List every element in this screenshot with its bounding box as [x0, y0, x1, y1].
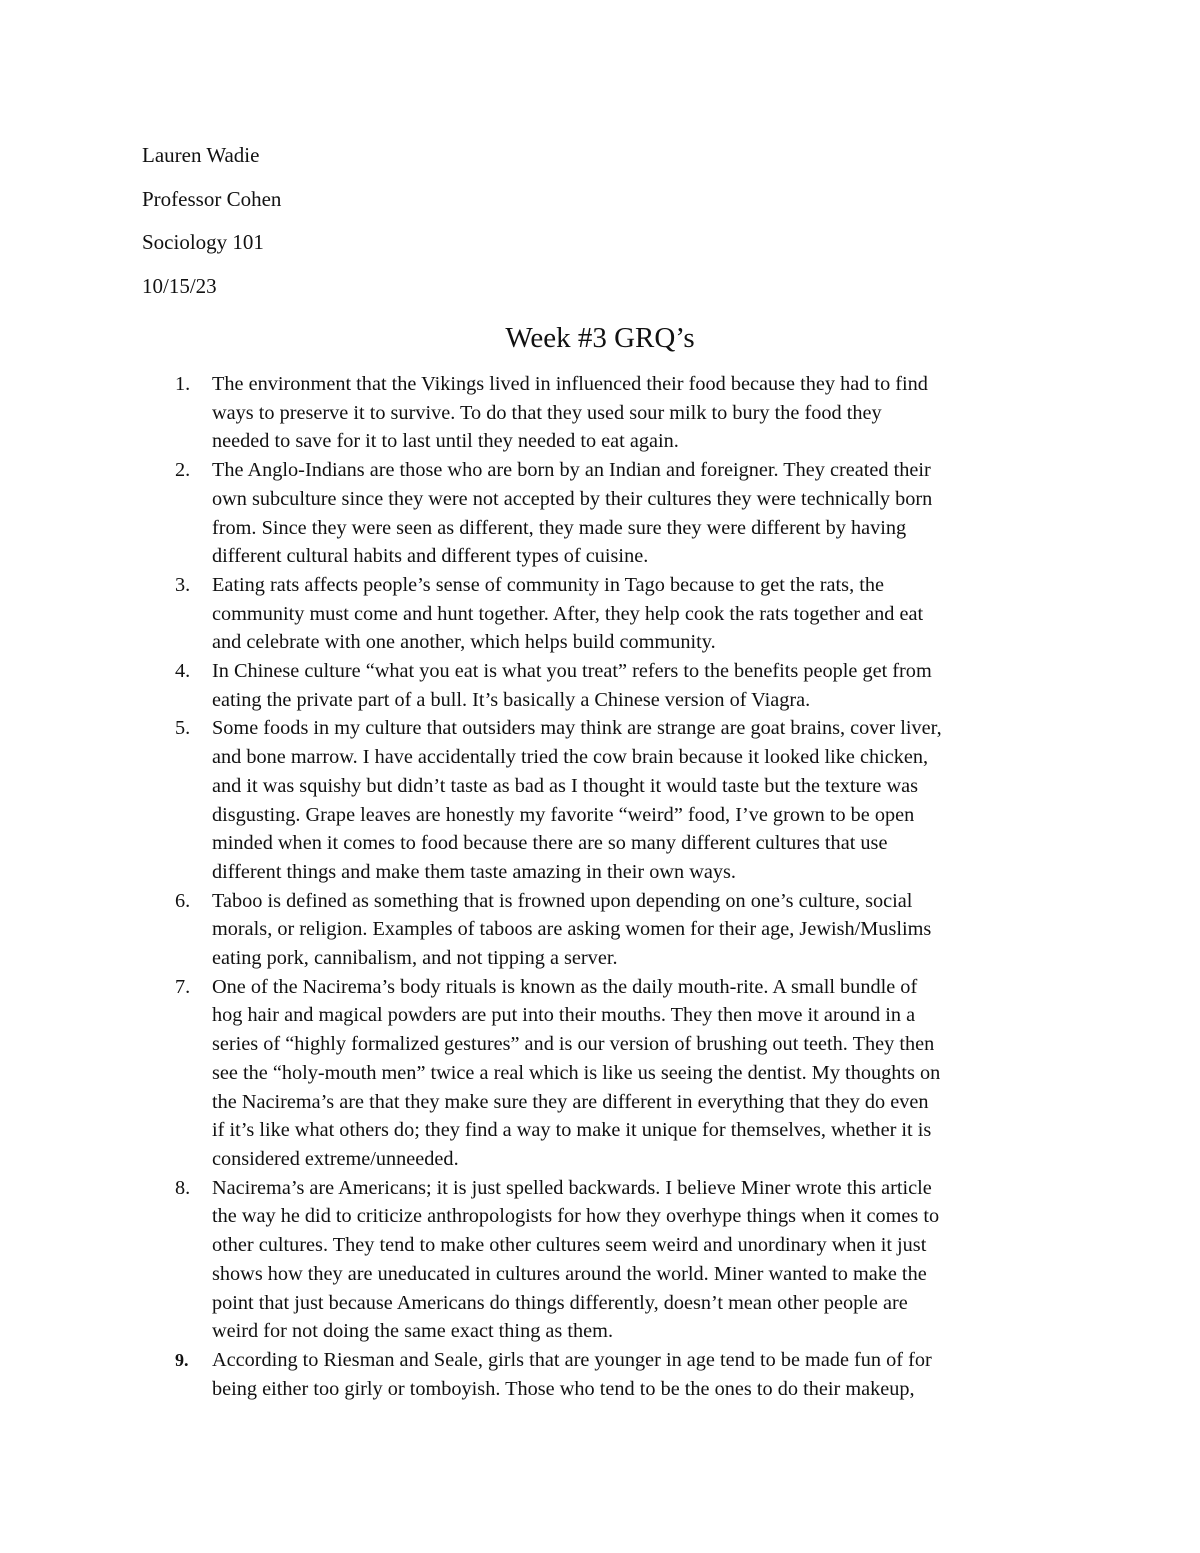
answer-line: different things and make them taste amazing in their own ways. [212, 860, 736, 883]
answer-line: from. Since they were seen as different, they made sure they were different by having [212, 516, 907, 539]
answer-text [212, 714, 1065, 886]
answer-line: In Chinese culture “what you eat is what you treat” refers to the benefits people get from [212, 660, 932, 683]
answer-text [212, 1174, 1065, 1346]
answer-line: own subculture since they were not accepted by their cultures they were technically born [212, 487, 933, 510]
answer-number: 9. [175, 1349, 189, 1370]
answer-line: considered extreme/unneeded. [212, 1147, 459, 1170]
answer-line: shows how they are uneducated in cultures around the world. Miner wanted to make the [212, 1262, 927, 1285]
answer-item-2 [165, 456, 1065, 571]
student-name: Lauren Wadie [142, 143, 260, 167]
answer-line: The Anglo-Indians are those who are born by an Indian and foreigner. They created their [212, 459, 931, 482]
answer-number: 7. [175, 975, 191, 998]
answer-number: 4. [175, 660, 191, 683]
answer-text [212, 370, 1065, 456]
document-header [142, 141, 742, 315]
document-title: Week #3 GRQ’s [505, 322, 695, 354]
answer-line: weird for not doing the same exact thing as them. [212, 1320, 614, 1343]
answer-line: see the “holy-mouth men” twice a real which is like us seeing the dentist. My thoughts on [212, 1061, 941, 1084]
document-date: 10/15/23 [142, 273, 217, 298]
answer-line: series of “highly formalized gestures” and is our version of brushing out teeth. They then [212, 1033, 935, 1056]
answer-line: and it was squishy but didn’t taste as bad as I thought it would taste but the texture was [212, 774, 918, 797]
answer-line: other cultures. They tend to make other cultures seem weird and unordinary when it just [212, 1234, 927, 1257]
answer-text [212, 1346, 1065, 1403]
answer-line: and celebrate with one another, which helps build community. [212, 631, 716, 654]
answer-text [212, 973, 1065, 1174]
answer-line: ways to preserve it to survive. To do that they used sour milk to bury the food they [212, 401, 882, 424]
professor-name: Professor Cohen [142, 186, 282, 211]
answer-text [212, 456, 1065, 571]
answer-item-1 [165, 370, 1065, 456]
answer-item-8 [165, 1174, 1065, 1346]
answer-line: point that just because Americans do things differently, doesn’t mean other people are [212, 1291, 908, 1314]
answer-number: 2. [175, 459, 191, 482]
answer-item-6 [165, 887, 1065, 973]
answer-line: community must come and hunt together. After, they help cook the rats together and eat [212, 602, 924, 625]
answer-line: eating pork, cannibalism, and not tipping a server. [212, 947, 618, 970]
answer-line: minded when it comes to food because there are so many different cultures that use [212, 832, 888, 855]
answer-item-4 [165, 657, 1065, 714]
answer-line: the way he did to criticize anthropologists for how they overhype things when it comes to [212, 1205, 940, 1228]
answer-text [212, 657, 1065, 714]
answer-line: Nacirema’s are Americans; it is just spelled backwards. I believe Miner wrote this article [212, 1176, 932, 1199]
answer-line: different cultural habits and different types of cuisine. [212, 545, 649, 568]
answer-text [212, 887, 1065, 973]
answer-number: 1. [175, 373, 191, 395]
answer-list [165, 370, 1065, 1403]
answer-line: morals, or religion. Examples of taboos are asking women for their age, Jewish/Muslims [212, 918, 932, 941]
answer-number: 5. [175, 717, 191, 740]
answer-line: Taboo is defined as something that is frowned upon depending on one’s culture, social [212, 889, 913, 912]
answer-number: 6. [175, 889, 191, 912]
answer-line: hog hair and magical powders are put into their mouths. They then move it around in a [212, 1004, 916, 1027]
answer-line: the Nacirema’s are that they make sure they are different in everything that they do even [212, 1090, 929, 1113]
answer-line: One of the Nacirema’s body rituals is known as the daily mouth-rite. A small bundle of [212, 975, 918, 998]
answer-number: 3. [175, 573, 191, 596]
answer-line: and bone marrow. I have accidentally tried the cow brain because it looked like chicken, [212, 746, 929, 769]
answer-item-7 [165, 973, 1065, 1174]
answer-line: Some foods in my culture that outsiders may think are strange are goat brains, cover liver, [212, 717, 942, 740]
answer-line: if it’s like what others do; they find a way to make it unique for themselves, whether it is [212, 1119, 932, 1142]
course-name: Sociology 101 [142, 230, 264, 254]
answer-line: disgusting. Grape leaves are honestly my favorite “weird” food, I’ve grown to be open [212, 803, 915, 826]
answer-item-3 [165, 571, 1065, 657]
answer-number: 8. [175, 1176, 191, 1199]
answer-text [212, 571, 1065, 657]
answer-item-5 [165, 714, 1065, 886]
answer-line: According to Riesman and Seale, girls that are younger in age tend to be made fun of for [212, 1348, 932, 1371]
answer-line: eating the private part of a bull. It’s basically a Chinese version of Viagra. [212, 688, 811, 711]
answer-line: needed to save for it to last until they needed to eat again. [212, 430, 679, 453]
answer-item-9 [165, 1346, 1065, 1403]
answer-line: Eating rats affects people’s sense of community in Tago because to get the rats, the [212, 573, 884, 596]
answer-line: being either too girly or tomboyish. Those who tend to be the ones to do their makeup, [212, 1377, 915, 1400]
answer-line: The environment that the Vikings lived in influenced their food because they had to find [212, 373, 928, 395]
